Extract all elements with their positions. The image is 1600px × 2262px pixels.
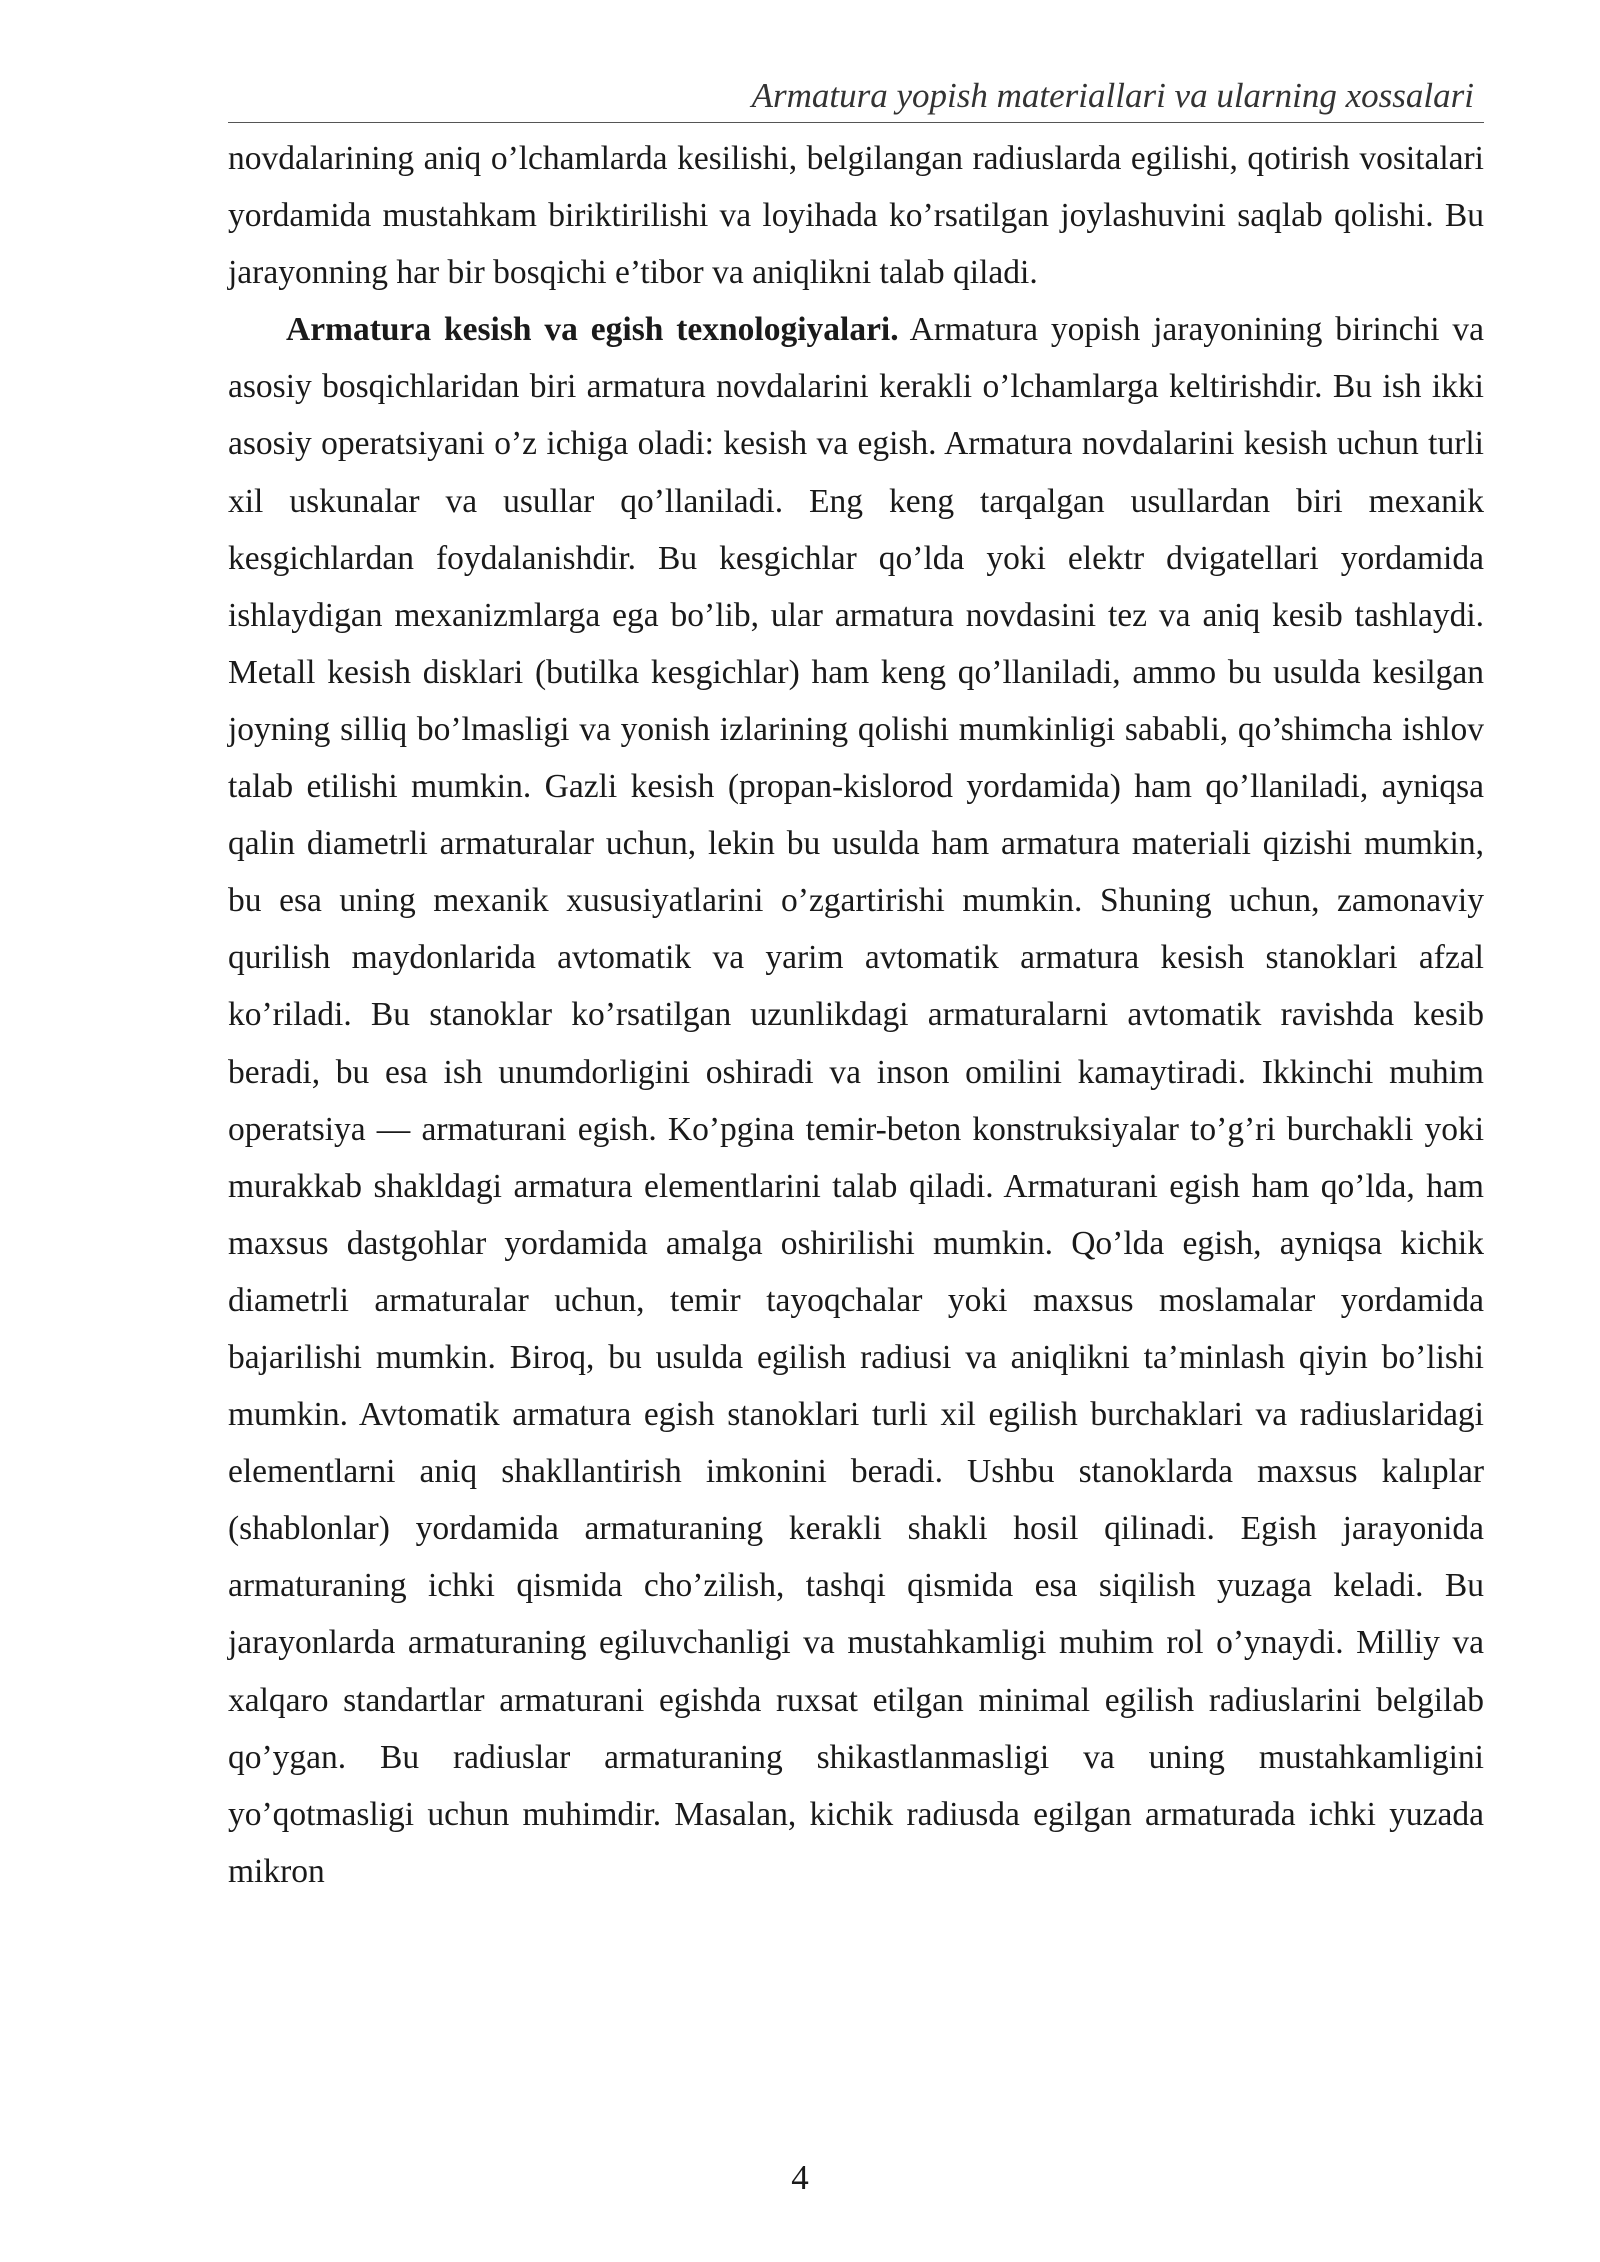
continuation-paragraph: novdalarining aniq o’lchamlarda kesilishi, belgilangan radiuslarda egilishi, qotirish vositalari yordamida mustahkam biriktirilishi va loyihada ko’rsatilgan joylashuvini saqlab qolishi. Bu jarayonning har bir bosqichi e’tibor va aniqlikni talab qiladi. <box>228 140 1484 292</box>
section-body-text: Armatura yopish jarayonining birinchi va asosiy bosqichlaridan biri armatura novdalarini kerakli o’lchamlarga keltirishdir. Bu ish ikki asosiy operatsiyani o’z ichiga oladi: kesish va egish. Armatura novdalarini kesish uchun turli xil uskunalar va usullar qo’llaniladi. Eng keng tarqalgan usullardan biri mexanik kesgichlardan foydalanishdir. Bu kesgichlar qo’lda yoki elektr dvigatellari yordamida ishlaydigan mexanizmlarga ega bo’lib, ular armatura novdasini tez va aniq kesib tashlaydi. Metall kesish disklari (butilka kesgichlar) ham keng qo’llaniladi, ammo bu usulda kesilgan joyning silliq bo’lmasligi va yonish izlarining qolishi mumkinligi sababli, qo’shimcha ishlov talab etilishi mumkin. Gazli kesish (propan-kislorod yordamida) ham qo’llaniladi, ayniqsa qalin diametrli armaturalar uchun, lekin bu usulda ham armatura materiali qizishi mumkin, bu esa uning mexanik xususiyatlarini o’zgartirishi mumkin. Shuning uchun, zamonaviy qurilish maydonlarida avtomatik va yarim avtomatik armatura kesish stanoklari afzal ko’riladi. Bu stanoklar ko’rsatilgan uzunlikdagi armaturalarni avtomatik ravishda kesib beradi, bu esa ish unumdorligini oshiradi va inson omilini kamaytiradi. Ikkinchi muhim operatsiya — armaturani egish. Ko’pgina temir-beton konstruksiyalar to’g’ri burchakli yoki murakkab shakldagi armatura elementlarini talab qiladi. Armaturani egish ham qo’lda, ham maxsus dastgohlar yordamida amalga oshirilishi mumkin. Qo’lda egish, ayniqsa kichik diametrli armaturalar uchun, temir tayoqchalar yoki maxsus moslamalar yordamida bajarilishi mumkin. Biroq, bu usulda egilish radiusi va aniqlikni ta’minlash qiyin bo’lishi mumkin. Avtomatik armatura egish stanoklari turli xil egilish burchaklari va radiuslaridagi elementlarni aniq shakllantirish imkonini beradi. Ushbu stanoklarda maxsus kalıplar (shablonlar) yordamida armaturaning kerakli shakli hosil qilinadi. Egish jarayonida armaturaning ichki qismida cho’zilish, tashqi qismida esa siqilish yuzaga keladi. Bu jarayonlarda armaturaning egiluvchanligi va mustahkamligi muhim rol o’ynaydi. Milliy va xalqaro standartlar armaturani egishda ruxsat etilgan minimal egilish radiuslarini belgilab qo’ygan. Bu radiuslar armaturaning shikastlanmasligi va uning mustahkamligini yo’qotmasligi uchun muhimdir. Masalan, kichik radiusda egilgan armaturada ichki yuzada mikron <box>228 311 1484 1890</box>
body-text <box>228 130 1484 1900</box>
page-number: 4 <box>791 2158 809 2197</box>
section-paragraph <box>228 301 1484 1900</box>
section-heading: Armatura kesish va egish texnologiyalari. <box>286 311 899 349</box>
running-header-title: Armatura yopish materiallari va ularning xossalari <box>751 76 1474 115</box>
header-divider <box>228 122 1484 123</box>
